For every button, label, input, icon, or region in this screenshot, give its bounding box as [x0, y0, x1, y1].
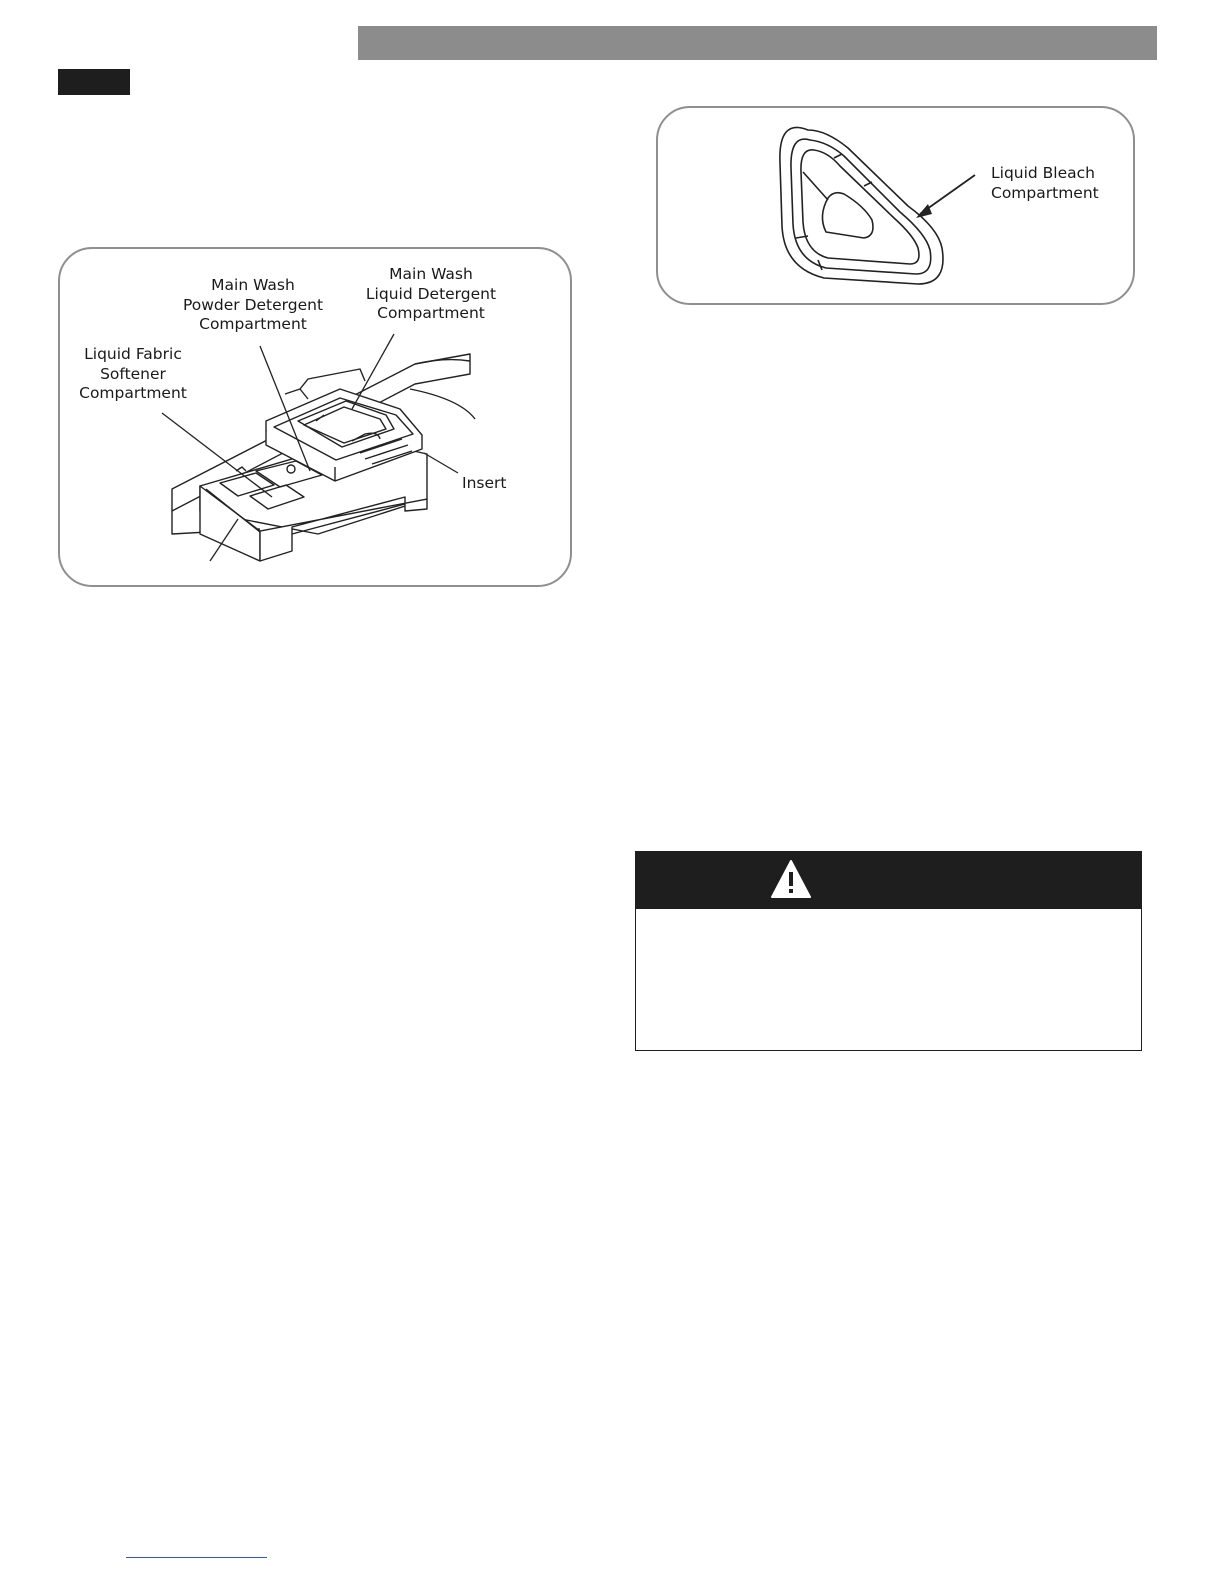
footer-link-underline[interactable]: [126, 1557, 267, 1558]
dispenser-drawer-figure: [58, 247, 572, 587]
bleach-compartment-illustration: [658, 108, 1137, 307]
callout-main-wash-liquid: Main Wash Liquid Detergent Compartment: [365, 265, 497, 322]
warning-box: [635, 851, 1142, 1051]
callout-liquid-bleach: Liquid Bleach Compartment: [991, 164, 1099, 202]
page-number-tag: [58, 69, 130, 95]
callout-fabric-softener: Liquid Fabric Softener Compartment: [79, 345, 187, 402]
warning-header: [636, 852, 1141, 909]
callout-main-wash-powder: Main Wash Powder Detergent Compartment: [182, 276, 324, 333]
callout-insert: Insert: [462, 474, 507, 492]
bleach-compartment-figure: [656, 106, 1135, 305]
warning-triangle-icon: [770, 859, 812, 899]
section-header-bar: [358, 26, 1157, 60]
